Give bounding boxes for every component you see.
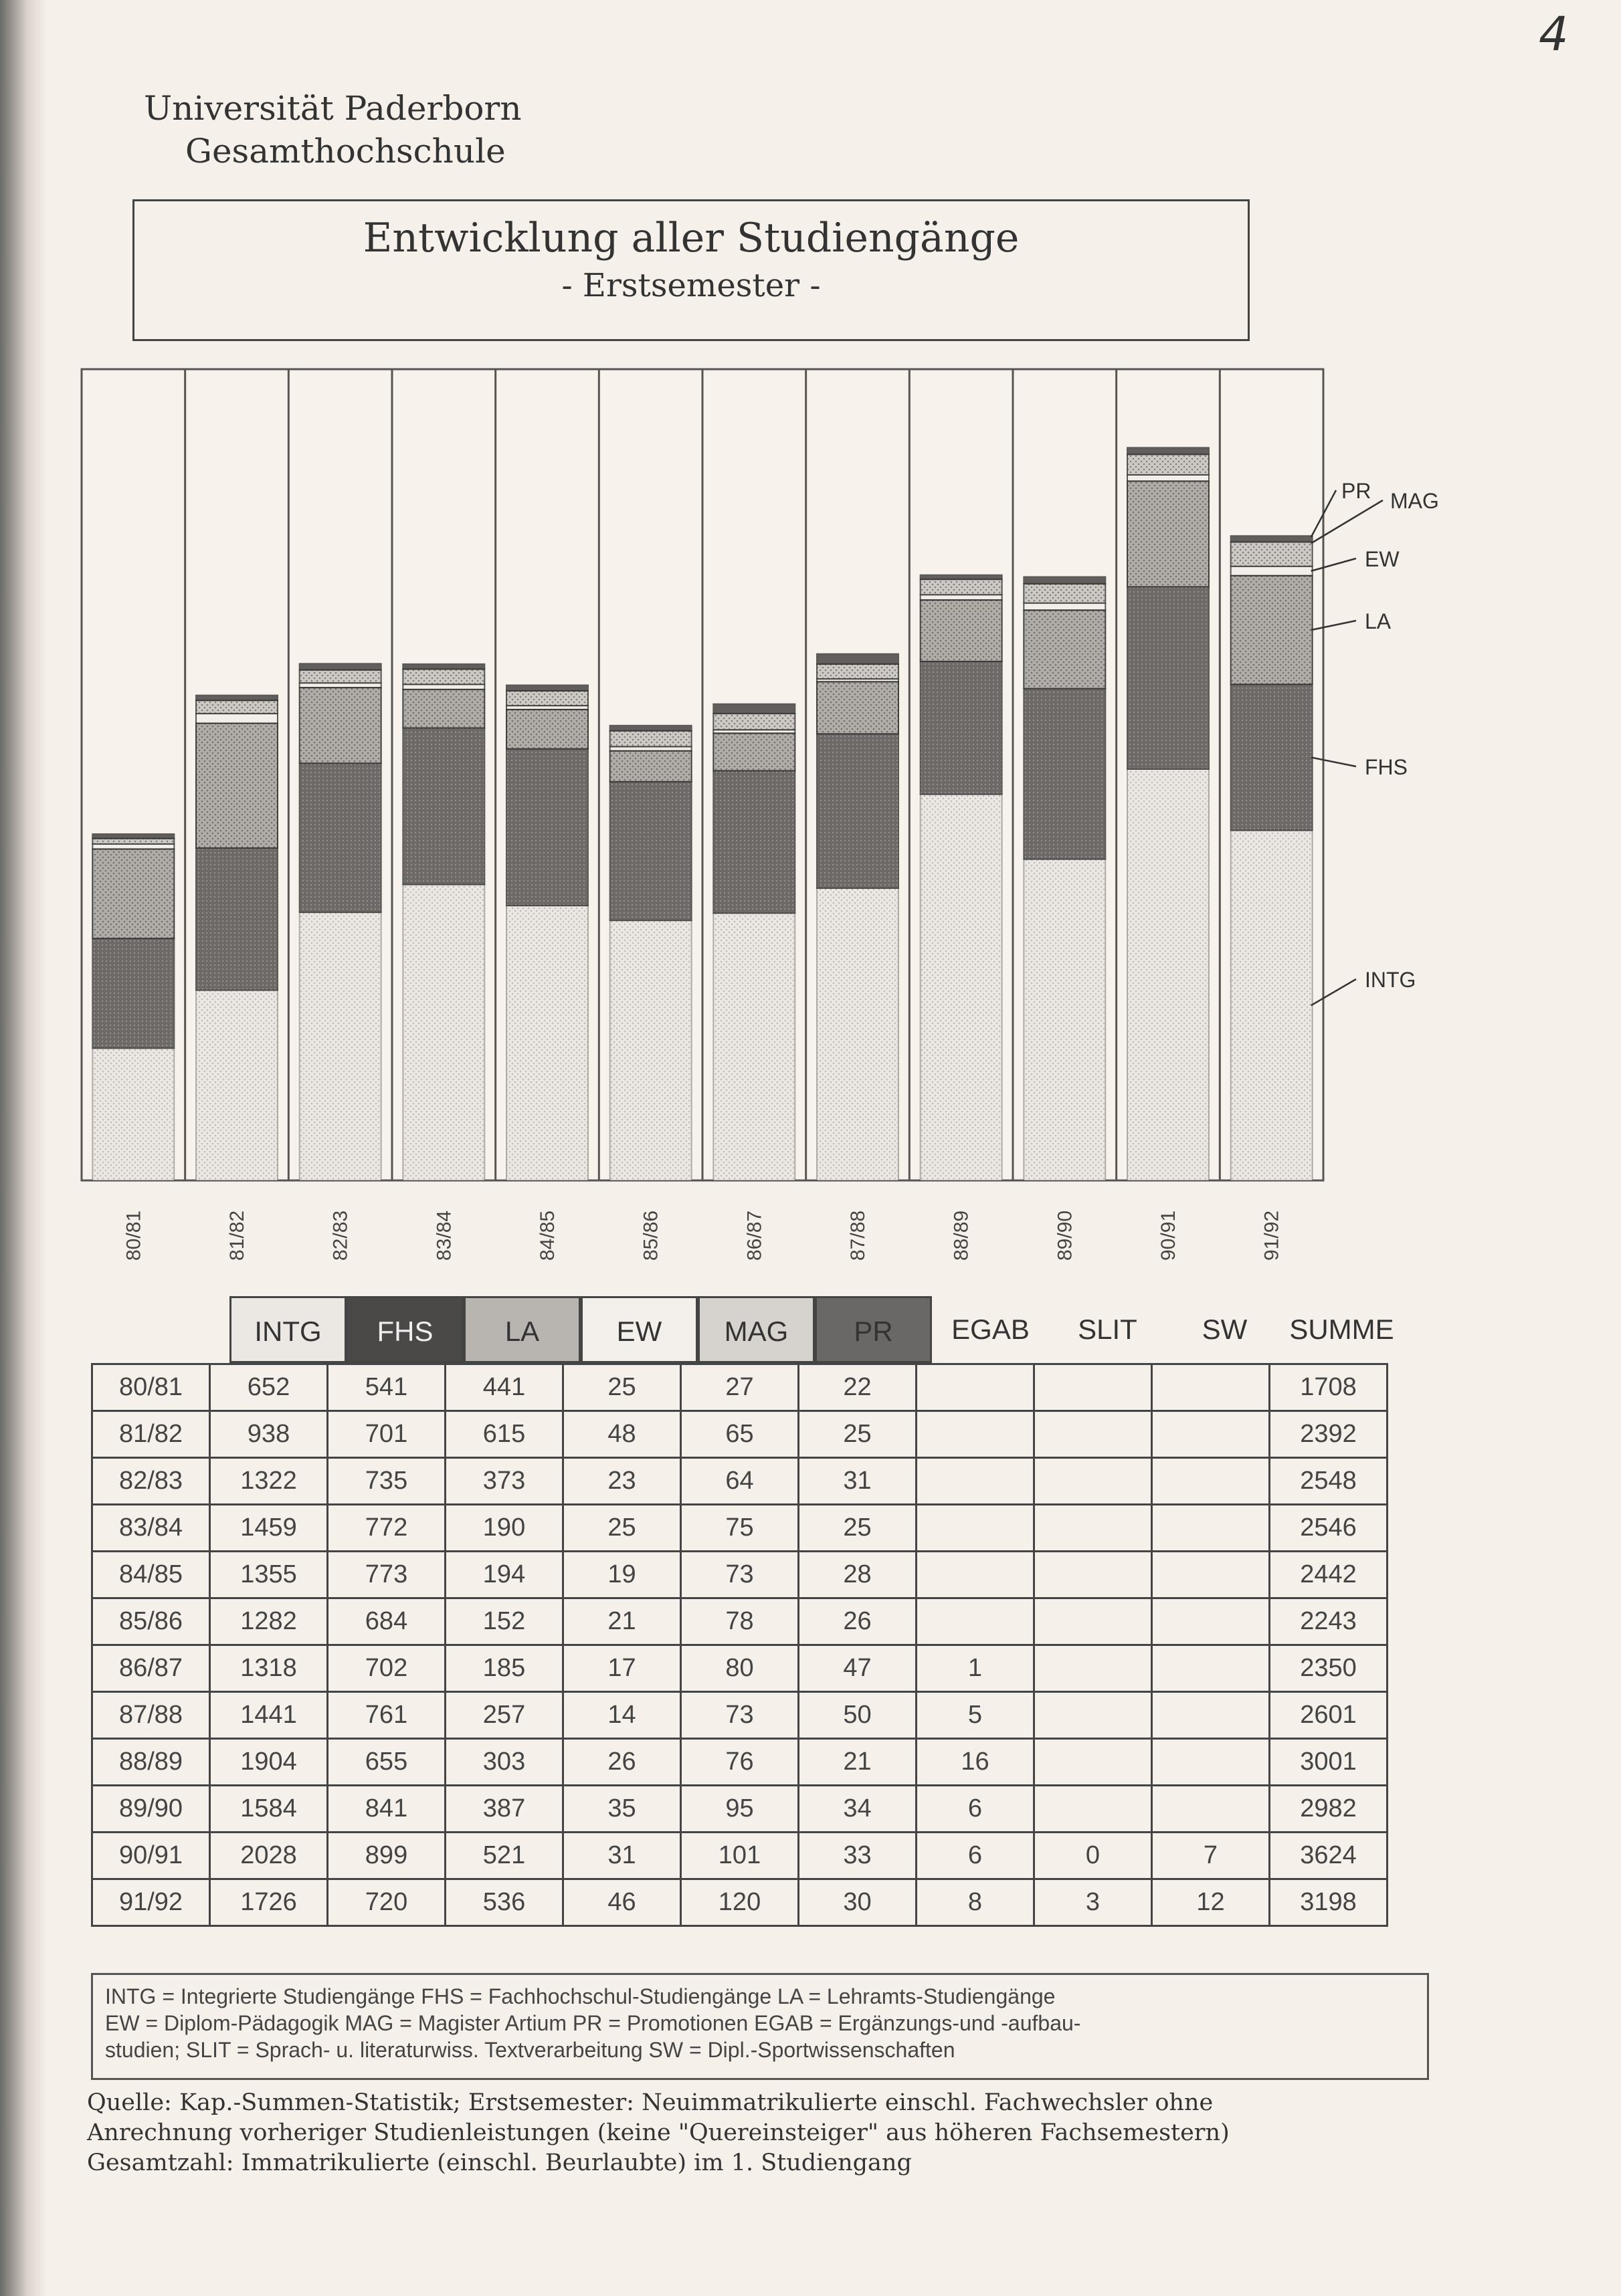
table-cell: 0 (1034, 1833, 1152, 1879)
col-header-egab: EGAB (951, 1314, 1030, 1345)
page-number: 4 (1539, 7, 1569, 62)
bar-segment-fhs (713, 770, 795, 913)
table-cell: 16 (917, 1739, 1034, 1786)
x-tick-label: 88/89 (950, 1210, 973, 1261)
table-cell (1152, 1505, 1270, 1552)
table-cell: 14 (563, 1692, 681, 1739)
table-cell: 22 (799, 1364, 917, 1411)
table-cell: 26 (563, 1739, 681, 1786)
table-cell: 841 (328, 1786, 446, 1833)
col-header-ew: EW (581, 1296, 698, 1363)
legend-label-la: LA (1365, 609, 1392, 633)
x-tick-label: 81/82 (226, 1210, 248, 1261)
table-cell: 2442 (1270, 1552, 1388, 1598)
table-cell: 615 (446, 1411, 563, 1458)
bar-segment-fhs (92, 938, 174, 1048)
col-header-fhs: FHS (347, 1296, 464, 1363)
table-cell: 1584 (210, 1786, 328, 1833)
table-cell (1034, 1552, 1152, 1598)
institution-line1: Universität Paderborn (144, 89, 522, 128)
bar-segment-intg (92, 1048, 174, 1180)
table-cell: 46 (563, 1879, 681, 1926)
table-cell: 2028 (210, 1833, 328, 1879)
x-tick-labels (122, 1211, 1282, 1261)
table-cell: 1355 (210, 1552, 328, 1598)
table-cell: 75 (681, 1505, 799, 1552)
table-cell (1034, 1411, 1152, 1458)
table-cell: 899 (328, 1833, 446, 1879)
table-cell: 76 (681, 1739, 799, 1786)
bar-segment-ew (1231, 566, 1313, 576)
table-row (92, 1645, 1388, 1692)
table-cell: 1 (917, 1645, 1034, 1692)
bar-segment-la (1127, 481, 1209, 587)
table-cell: 3198 (1270, 1879, 1388, 1926)
table-cell: 441 (446, 1364, 563, 1411)
table-cell: 25 (799, 1411, 917, 1458)
table-row (92, 1833, 1388, 1879)
table-cell: 521 (446, 1833, 563, 1879)
source-footnote (87, 2088, 1532, 2178)
table-cell: 1441 (210, 1692, 328, 1739)
row-label: 88/89 (92, 1739, 210, 1786)
bar-segment-pr (610, 726, 692, 731)
x-tick-label: 80/81 (122, 1210, 145, 1261)
table-cell: 7 (1152, 1833, 1270, 1879)
bar-segment-fhs (196, 848, 278, 990)
bar-segment-mag (610, 731, 692, 747)
bar-segment-mag (1127, 454, 1209, 475)
bar-segment-intg (1024, 859, 1105, 1180)
bar-segment-la (610, 751, 692, 782)
table-cell (1152, 1786, 1270, 1833)
row-label: 91/92 (92, 1879, 210, 1926)
bar-segment-la (921, 600, 1002, 661)
legend-label-fhs: FHS (1365, 755, 1408, 779)
table-cell: 1322 (210, 1458, 328, 1505)
abbreviation-legend (91, 1973, 1429, 2080)
bar-segment-la (92, 849, 174, 938)
table-cell (1034, 1786, 1152, 1833)
bar-segment-intg (196, 990, 278, 1180)
bar-segment-la (1024, 610, 1105, 688)
bar-segment-fhs (1231, 684, 1313, 830)
table-cell (1152, 1458, 1270, 1505)
chart-title: Entwicklung aller Studiengänge (363, 215, 1020, 262)
bar-segment-intg (610, 920, 692, 1180)
bar-segment-mag (506, 691, 588, 706)
table-cell: 30 (799, 1879, 917, 1926)
bar-segment-ew (92, 844, 174, 849)
table-cell (1034, 1598, 1152, 1645)
table-row (92, 1598, 1388, 1645)
table-cell: 1708 (1270, 1364, 1388, 1411)
table-cell: 33 (799, 1833, 917, 1879)
table-cell: 684 (328, 1598, 446, 1645)
row-label: 81/82 (92, 1411, 210, 1458)
bar-segment-pr (921, 575, 1002, 579)
table-cell: 23 (563, 1458, 681, 1505)
institution-line2: Gesamthochschule (185, 132, 506, 171)
table-cell: 3624 (1270, 1833, 1388, 1879)
table-cell (1152, 1411, 1270, 1458)
x-tick-label: 83/84 (433, 1210, 456, 1261)
table-cell (917, 1458, 1034, 1505)
bar-segment-fhs (300, 763, 381, 912)
table-cell (1034, 1505, 1152, 1552)
table-cell: 19 (563, 1552, 681, 1598)
table-row (92, 1505, 1388, 1552)
table-row (92, 1364, 1388, 1411)
table-cell: 21 (563, 1598, 681, 1645)
table-cell (1152, 1645, 1270, 1692)
table-cell: 34 (799, 1786, 917, 1833)
table-cell: 3001 (1270, 1739, 1388, 1786)
bar-segment-la (196, 723, 278, 847)
table-cell: 2546 (1270, 1505, 1388, 1552)
table-row (92, 1552, 1388, 1598)
table-cell: 735 (328, 1458, 446, 1505)
table-cell: 303 (446, 1739, 563, 1786)
table-cell: 6 (917, 1833, 1034, 1879)
legend-line2: EW = Diplom-Pädagogik MAG = Magister Artium PR = Promotionen EGAB = Ergänzungs-und -aufbau- (105, 2011, 1081, 2035)
col-header-sw: SW (1202, 1314, 1248, 1345)
bar-segment-pr (92, 834, 174, 839)
bar-segment-ew (403, 684, 484, 690)
table-cell (1034, 1692, 1152, 1739)
table-cell: 2548 (1270, 1458, 1388, 1505)
table-cell: 2243 (1270, 1598, 1388, 1645)
table-cell: 541 (328, 1364, 446, 1411)
table-cell: 1318 (210, 1645, 328, 1692)
table-cell: 31 (563, 1833, 681, 1879)
bar-segment-pr (403, 664, 484, 669)
table-cell: 12 (1152, 1879, 1270, 1926)
bar-segment-intg (1231, 831, 1313, 1180)
table-cell (1034, 1458, 1152, 1505)
x-tick-label: 85/86 (640, 1210, 662, 1261)
table-cell: 190 (446, 1505, 563, 1552)
table-cell: 27 (681, 1364, 799, 1411)
table-cell: 257 (446, 1692, 563, 1739)
table-cell: 50 (799, 1692, 917, 1739)
table-cell: 17 (563, 1645, 681, 1692)
table-cell: 8 (917, 1879, 1034, 1926)
bar-segment-la (403, 690, 484, 728)
table-cell: 773 (328, 1552, 446, 1598)
table-cell (917, 1505, 1034, 1552)
table-cell: 1459 (210, 1505, 328, 1552)
table-cell: 78 (681, 1598, 799, 1645)
row-label: 80/81 (92, 1364, 210, 1411)
x-tick-label: 87/88 (847, 1210, 869, 1261)
bar-segment-mag (196, 700, 278, 714)
bar-segment-fhs (921, 661, 1002, 795)
bar-segment-ew (196, 714, 278, 724)
bar-segment-mag (713, 714, 795, 730)
table-row (92, 1458, 1388, 1505)
bar-segment-intg (403, 885, 484, 1180)
table-cell: 21 (799, 1739, 917, 1786)
table-cell: 655 (328, 1739, 446, 1786)
table-cell (917, 1364, 1034, 1411)
row-label: 86/87 (92, 1645, 210, 1692)
table-cell (1152, 1552, 1270, 1598)
col-header-intg: INTG (229, 1296, 347, 1363)
table-cell: 47 (799, 1645, 917, 1692)
bar-segment-mag (92, 839, 174, 844)
table-cell: 2601 (1270, 1692, 1388, 1739)
table-row (92, 1411, 1388, 1458)
table-cell: 185 (446, 1645, 563, 1692)
legend-line3: studien; SLIT = Sprach- u. literaturwiss. Textverarbeitung SW = Dipl.-Sportwissenschaften (105, 2038, 955, 2062)
table-cell: 65 (681, 1411, 799, 1458)
bar-segment-intg (921, 795, 1002, 1180)
table-cell: 761 (328, 1692, 446, 1739)
table-cell: 536 (446, 1879, 563, 1926)
table-cell: 720 (328, 1879, 446, 1926)
bar-segment-pr (1127, 447, 1209, 454)
table-cell: 938 (210, 1411, 328, 1458)
table-cell (1152, 1598, 1270, 1645)
table-cell: 6 (917, 1786, 1034, 1833)
bar-segment-ew (1127, 475, 1209, 481)
bar-segment-pr (1024, 577, 1105, 584)
legend-label-mag: MAG (1390, 489, 1439, 513)
table-cell: 28 (799, 1552, 917, 1598)
bar-segment-la (506, 710, 588, 749)
table-cell: 73 (681, 1692, 799, 1739)
table-cell: 5 (917, 1692, 1034, 1739)
data-table (91, 1363, 1388, 1927)
bar-segment-fhs (610, 782, 692, 920)
bar-segment-mag (300, 670, 381, 683)
x-tick-label: 91/92 (1260, 1210, 1283, 1261)
table-cell: 25 (563, 1364, 681, 1411)
bar-segment-mag (403, 669, 484, 685)
table-cell (1152, 1739, 1270, 1786)
table-cell: 101 (681, 1833, 799, 1879)
legend-line1: INTG = Integrierte Studiengänge FHS = Fachhochschul-Studiengänge LA = Lehramts-Studiengänge (105, 1984, 1056, 2008)
table-cell: 1904 (210, 1739, 328, 1786)
bar-segment-pr (196, 696, 278, 701)
bar-segment-pr (300, 663, 381, 669)
row-label: 84/85 (92, 1552, 210, 1598)
table-cell: 26 (799, 1598, 917, 1645)
col-header-la: LA (464, 1296, 581, 1363)
table-cell: 80 (681, 1645, 799, 1692)
table-cell (917, 1552, 1034, 1598)
col-header-summe: SUMME (1289, 1314, 1394, 1345)
table-row (92, 1692, 1388, 1739)
table-cell (1034, 1739, 1152, 1786)
footnote-line3: Gesamtzahl: Immatrikulierte (einschl. Beurlaubte) im 1. Studiengang (87, 2150, 912, 2176)
bar-segment-intg (300, 912, 381, 1180)
legend-label-intg: INTG (1365, 968, 1416, 992)
bar-segment-mag (1024, 584, 1105, 603)
table-cell: 194 (446, 1552, 563, 1598)
table-cell: 1282 (210, 1598, 328, 1645)
col-header-slit: SLIT (1078, 1314, 1137, 1345)
bar-segment-intg (817, 888, 898, 1180)
bar-segment-mag (921, 579, 1002, 595)
chart-subtitle: - Erstsemester - (561, 267, 821, 304)
row-label: 87/88 (92, 1692, 210, 1739)
bar-segment-la (300, 688, 381, 763)
x-tick-label: 90/91 (1157, 1210, 1179, 1261)
table-cell: 25 (563, 1505, 681, 1552)
bar-segment-ew (300, 683, 381, 688)
table-cell: 120 (681, 1879, 799, 1926)
bar-segment-fhs (1127, 587, 1209, 769)
table-cell: 702 (328, 1645, 446, 1692)
table-cell (1034, 1364, 1152, 1411)
table-cell: 25 (799, 1505, 917, 1552)
bar-segment-ew (921, 595, 1002, 600)
bar-segment-la (1231, 576, 1313, 685)
bar-segment-pr (506, 685, 588, 690)
x-tick-label: 84/85 (537, 1210, 559, 1261)
bar-segment-pr (1231, 536, 1313, 542)
row-label: 90/91 (92, 1833, 210, 1879)
row-label: 85/86 (92, 1598, 210, 1645)
legend-label-ew: EW (1365, 547, 1400, 571)
table-cell: 387 (446, 1786, 563, 1833)
bar-segment-intg (506, 906, 588, 1180)
table-cell (917, 1411, 1034, 1458)
bar-segment-la (713, 733, 795, 770)
table-cell (1034, 1645, 1152, 1692)
bar-segment-la (817, 682, 898, 734)
table-cell: 48 (563, 1411, 681, 1458)
chart-legend (1311, 479, 1439, 1005)
x-tick-label: 86/87 (743, 1210, 766, 1261)
table-cell: 772 (328, 1505, 446, 1552)
legend-label-pr: PR (1341, 479, 1371, 503)
col-header-pr: PR (815, 1296, 932, 1363)
table-row (92, 1879, 1388, 1926)
bar-segment-fhs (817, 734, 898, 888)
table-cell: 31 (799, 1458, 917, 1505)
bar-segment-fhs (403, 728, 484, 884)
table-cell (1152, 1692, 1270, 1739)
row-label: 89/90 (92, 1786, 210, 1833)
bar-segment-mag (1231, 542, 1313, 566)
table-row (92, 1739, 1388, 1786)
bar-segment-fhs (1024, 689, 1105, 859)
bar-segment-fhs (506, 749, 588, 906)
table-cell: 73 (681, 1552, 799, 1598)
table-cell: 64 (681, 1458, 799, 1505)
table-cell: 35 (563, 1786, 681, 1833)
table-cell: 152 (446, 1598, 563, 1645)
table-cell: 2392 (1270, 1411, 1388, 1458)
row-label: 83/84 (92, 1505, 210, 1552)
table-cell: 701 (328, 1411, 446, 1458)
table-row (92, 1786, 1388, 1833)
x-tick-label: 89/90 (1054, 1210, 1076, 1261)
bar-segment-pr (817, 654, 898, 664)
row-label: 82/83 (92, 1458, 210, 1505)
col-header-mag: MAG (698, 1296, 815, 1363)
footnote-line1: Quelle: Kap.-Summen-Statistik; Erstsemester: Neuimmatrikulierte einschl. Fachwechsler ohne (87, 2089, 1214, 2116)
table-cell: 652 (210, 1364, 328, 1411)
table-cell: 1726 (210, 1879, 328, 1926)
table-cell: 2350 (1270, 1645, 1388, 1692)
footnote-line2: Anrechnung vorheriger Studienleistungen (keine "Quereinsteiger" aus höheren Fachsemestern) (87, 2119, 1230, 2146)
bar-segment-pr (713, 704, 795, 714)
x-tick-label: 82/83 (329, 1210, 352, 1261)
bar-segment-ew (1024, 603, 1105, 611)
bar-segment-mag (817, 664, 898, 679)
bar-segment-intg (713, 913, 795, 1180)
table-cell: 3 (1034, 1879, 1152, 1926)
table-cell: 373 (446, 1458, 563, 1505)
table-cell (1152, 1364, 1270, 1411)
table-cell: 95 (681, 1786, 799, 1833)
table-cell (917, 1598, 1034, 1645)
bar-segment-intg (1127, 769, 1209, 1180)
table-cell: 2982 (1270, 1786, 1388, 1833)
